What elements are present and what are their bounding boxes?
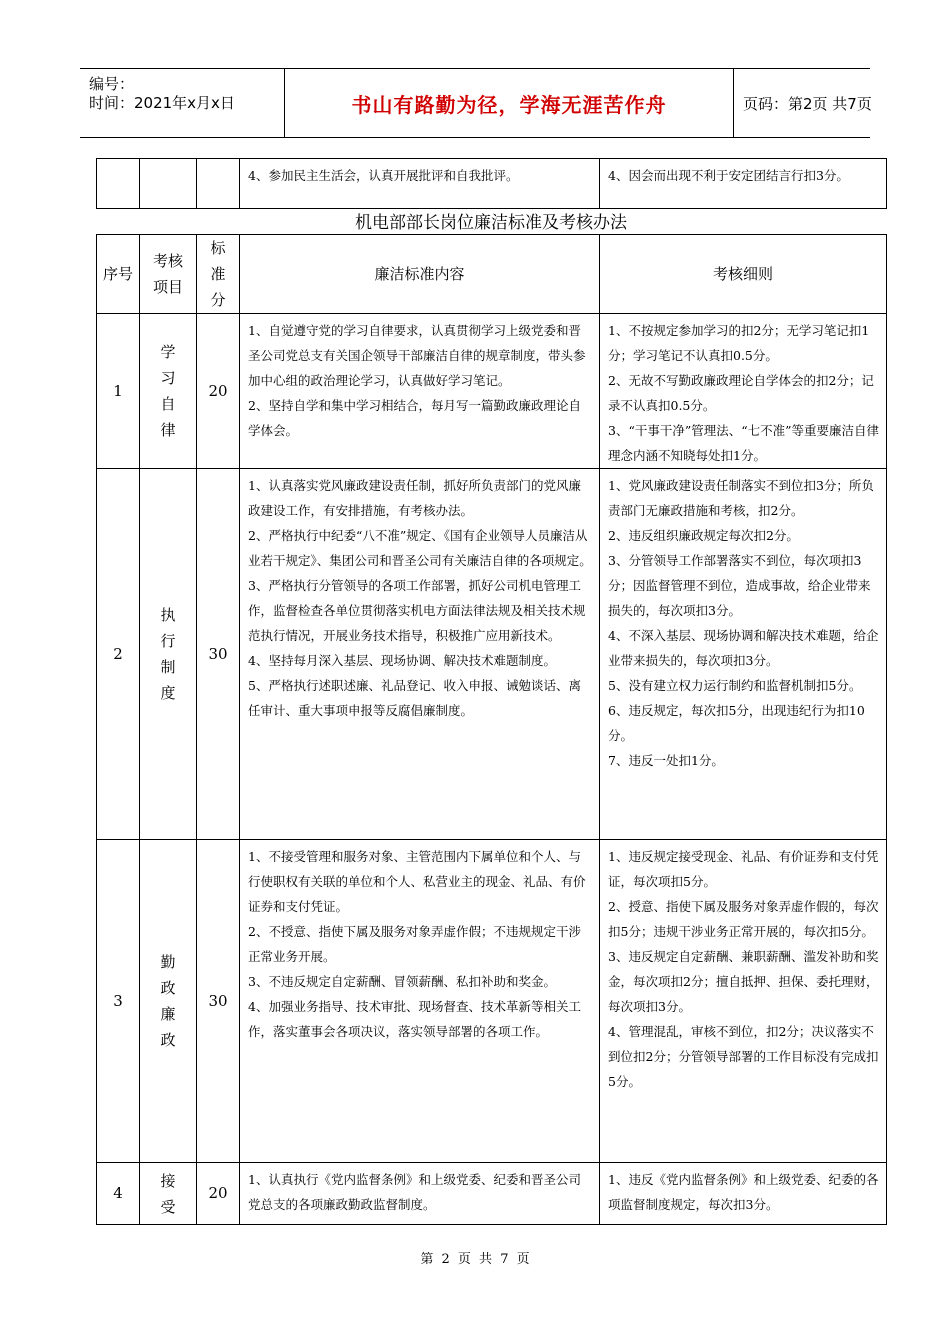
standard-paragraph: 1、自觉遵守党的学习自律要求，认真贯彻学习上级党委和晋圣公司党总支有关国企领导干部廉洁自律的规章制度，带头参加中心组的政治理论学习，认真做好学习笔记。 <box>248 323 586 388</box>
header-page-cell <box>733 69 870 137</box>
standard-cell <box>240 469 600 840</box>
criteria-paragraph: 3、违反规定自定薪酬、兼职薪酬、滥发补助和奖金，每次项扣2分；擅自抵押、担保、委托理财，每次项扣3分。 <box>608 949 879 1014</box>
standard-paragraph: 1、不接受管理和服务对象、主管范围内下属单位和个人、与行使职权有关联的单位和个人、私营业主的现金、礼品、有价证券和支付凭证。 <box>248 849 586 914</box>
header-motto-cell <box>284 69 734 137</box>
col-header-standard: 廉洁标准内容 <box>240 235 600 314</box>
standard-paragraph: 2、坚持自学和集中学习相结合，每月写一篇勤政廉政理论自学体会。 <box>248 398 581 438</box>
standard-paragraph: 4、坚持每月深入基层、现场协调、解决技术难题制度。 <box>248 653 556 668</box>
row-score: 20 <box>197 1163 240 1225</box>
row-seq: 2 <box>97 469 140 840</box>
row-seq: 3 <box>97 840 140 1163</box>
table-row <box>97 840 887 1163</box>
criteria-paragraph: 5、没有建立权力运行制约和监督机制扣5分。 <box>608 678 862 693</box>
empty-cell <box>140 159 197 209</box>
standard-paragraph: 5、严格执行述职述廉、礼品登记、收入申报、诫勉谈话、离任审计、重大事项申报等反腐倡廉制度。 <box>248 678 581 718</box>
page-footer: 第 2 页 共 7 页 <box>420 1252 530 1267</box>
criteria-cell <box>600 469 887 840</box>
row-score: 30 <box>197 840 240 1163</box>
doc-number-label: 编号： <box>89 75 135 93</box>
criteria-paragraph: 3、分管领导工作部署落实不到位，每次项扣3分；因监督管理不到位，造成事故，给企业带来损失的，每次项扣3分。 <box>608 553 871 618</box>
criteria-cell <box>600 1163 887 1225</box>
continuation-table <box>96 158 887 209</box>
criteria-paragraph: 6、违反规定，每次扣5分，出现违纪行为扣10分。 <box>608 703 865 743</box>
criteria-paragraph: 2、无故不写勤政廉政理论自学体会的扣2分；记录不认真扣0.5分。 <box>608 373 874 413</box>
standard-paragraph: 2、不授意、指使下属及服务对象弄虚作假；不违规规定干涉正常业务开展。 <box>248 924 581 964</box>
document-header <box>80 68 870 138</box>
col-header-score: 标准分 <box>197 235 240 314</box>
row-seq: 1 <box>97 314 140 469</box>
col-header-criteria: 考核细则 <box>600 235 887 314</box>
standard-paragraph: 2、严格执行中纪委“八不准”规定、《国有企业领导人员廉洁从业若干规定》、集团公司和晋圣公司有关廉洁自律的各项规定。 <box>248 528 592 568</box>
standard-cell <box>240 1163 600 1225</box>
table-row <box>97 1163 887 1225</box>
table-title: 机电部部长岗位廉洁标准及考核办法 <box>355 213 627 233</box>
standard-paragraph: 4、加强业务指导、技术审批、现场督查、技术革新等相关工作，落实董事会各项决议，落实领导部署的各项工作。 <box>248 999 581 1039</box>
header-row <box>97 235 887 314</box>
criteria-paragraph: 7、违反一处扣1分。 <box>608 753 724 768</box>
criteria-paragraph: 1、违反规定接受现金、礼品、有价证券和支付凭证，每次项扣5分。 <box>608 849 879 889</box>
row-item: 学习自律 <box>140 314 197 469</box>
page-indicator: 页码：第2页 共7页 <box>743 94 872 113</box>
criteria-cell <box>600 314 887 469</box>
table-row <box>97 314 887 469</box>
criteria-paragraph: 3、“干事干净”管理法、“七不准”等重要廉洁自律理念内涵不知晓每处扣1分。 <box>608 423 880 463</box>
row-score: 20 <box>197 314 240 469</box>
standard-cell: 4、参加民主生活会，认真开展批评和自我批评。 <box>240 159 600 209</box>
criteria-cell <box>600 840 887 1163</box>
empty-cell <box>97 159 140 209</box>
criteria-paragraph: 2、违反组织廉政规定每次扣2分。 <box>608 528 799 543</box>
table-row <box>97 159 887 209</box>
criteria-paragraph: 1、党风廉政建设责任制落实不到位扣3分；所负责部门无廉政措施和考核，扣2分。 <box>608 478 874 518</box>
header-meta <box>80 69 284 137</box>
doc-date-label: 时间：2021年x月x日 <box>89 94 235 112</box>
criteria-paragraph: 4、管理混乱，审核不到位，扣2分；决议落实不到位扣2分；分管领导部署的工作目标没有完成扣5分。 <box>608 1024 879 1089</box>
table-row <box>97 469 887 840</box>
standard-paragraph: 3、严格执行分管领导的各项工作部署，抓好公司机电管理工作，监督检查各单位贯彻落实机电方面法律法规及相关技术规范执行情况，开展业务技术指导，积极推广应用新技术。 <box>248 578 586 643</box>
row-item: 执行制度 <box>140 469 197 840</box>
criteria-cell: 4、因会而出现不利于安定团结言行扣3分。 <box>600 159 887 209</box>
criteria-paragraph: 4、不深入基层、现场协调和解决技术难题，给企业带来损失的，每次项扣3分。 <box>608 628 879 668</box>
row-item: 勤政廉政 <box>140 840 197 1163</box>
standard-paragraph: 1、认真执行《党内监督条例》和上级党委、纪委和晋圣公司党总支的各项廉政勤政监督制度。 <box>248 1172 581 1212</box>
empty-cell <box>197 159 240 209</box>
standard-cell <box>240 314 600 469</box>
standard-paragraph: 3、不违反规定自定薪酬、冒领薪酬、私扣补助和奖金。 <box>248 974 556 989</box>
standard-cell <box>240 840 600 1163</box>
col-header-seq: 序号 <box>97 235 140 314</box>
criteria-paragraph: 2、授意、指使下属及服务对象弄虚作假的，每次扣5分；违规干涉业务正常开展的，每次扣5分。 <box>608 899 879 939</box>
assessment-table <box>96 234 887 1225</box>
row-score: 30 <box>197 469 240 840</box>
row-item: 接受 <box>140 1163 197 1225</box>
criteria-paragraph: 1、违反《党内监督条例》和上级党委、纪委的各项监督制度规定，每次扣3分。 <box>608 1172 879 1212</box>
criteria-paragraph: 1、不按规定参加学习的扣2分；无学习笔记扣1分；学习笔记不认真扣0.5分。 <box>608 323 870 363</box>
col-header-item: 考核项目 <box>140 235 197 314</box>
standard-paragraph: 1、认真落实党风廉政建设责任制，抓好所负责部门的党风廉政建设工作，有安排措施，有考核办法。 <box>248 478 581 518</box>
motto-text: 书山有路勤为径，学海无涯苦作舟 <box>351 92 667 117</box>
row-seq: 4 <box>97 1163 140 1225</box>
